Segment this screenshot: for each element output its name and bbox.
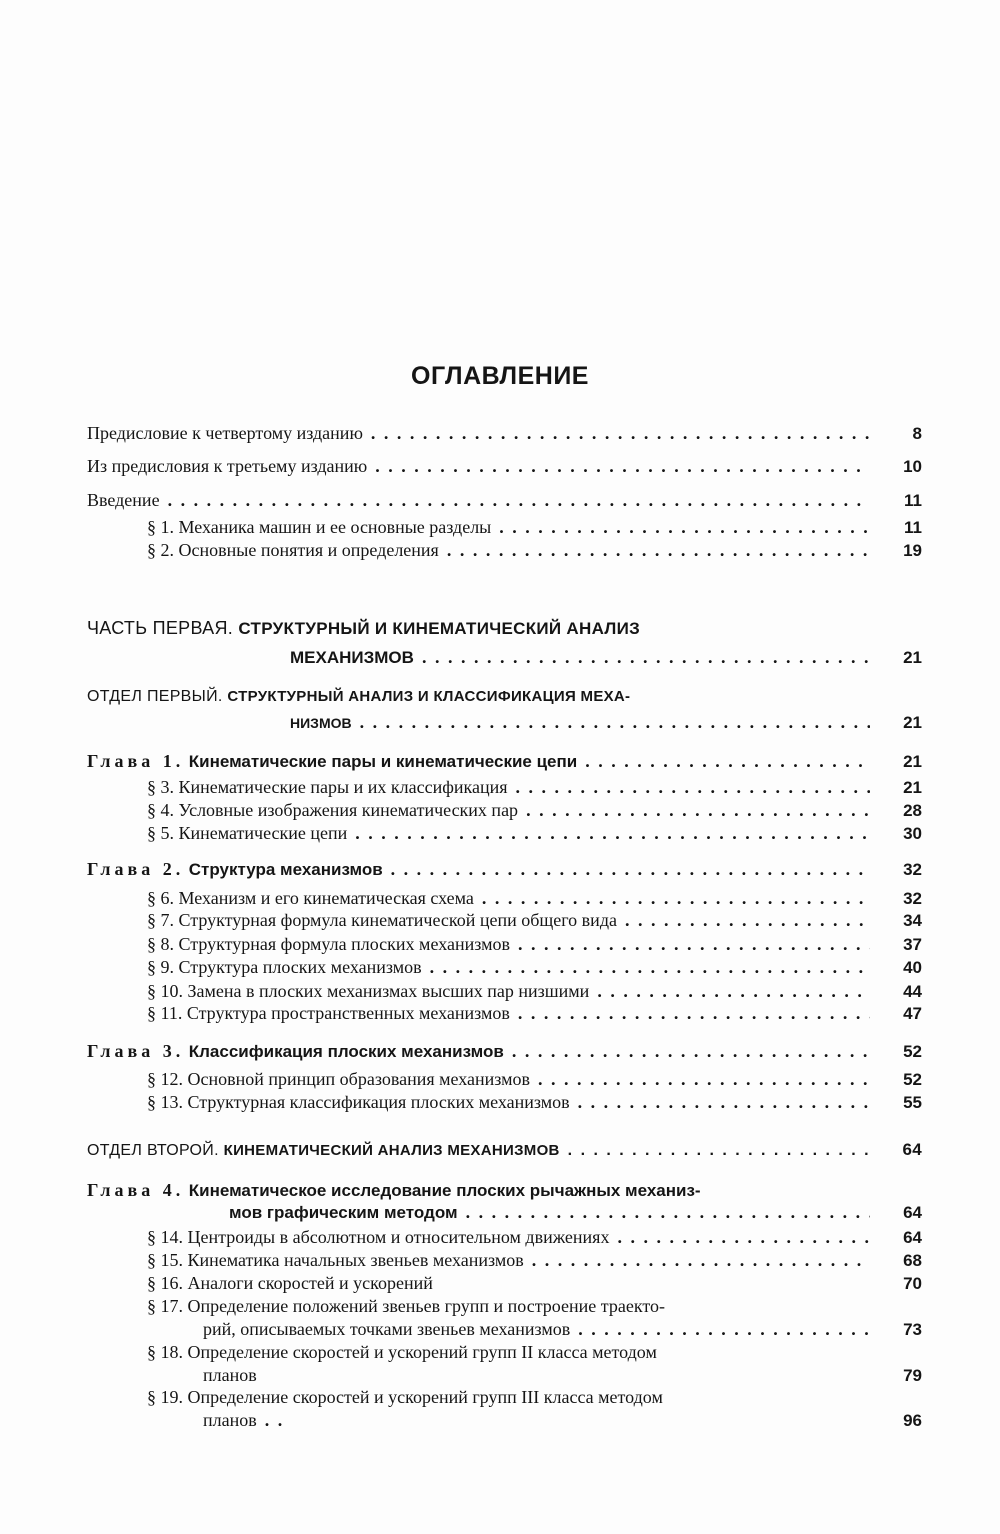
page-number: 55: [903, 1093, 922, 1112]
entry-label: § 12. Основной принцип образования механизмов: [147, 1069, 531, 1089]
dot-leader: [375, 455, 870, 477]
chapter-prefix: Глава 1.: [87, 751, 185, 771]
dot-leader: [585, 750, 870, 772]
dot-leader: [391, 858, 870, 880]
entry-label: Структура механизмов: [188, 860, 383, 879]
dot-leader: [568, 1140, 870, 1162]
dot-leader: [422, 646, 870, 668]
section-heading: [87, 686, 922, 708]
chapter-entry: [87, 858, 922, 881]
entry-label-cont: мов графическим методом: [229, 1203, 458, 1222]
dot-leader: [168, 489, 870, 511]
page-number: 64: [903, 1203, 922, 1222]
toc-entry: [147, 1341, 922, 1363]
toc-entry: [147, 822, 922, 845]
dot-leader: [538, 1068, 870, 1090]
entry-label: Классификация плоских механизмов: [188, 1042, 504, 1061]
dot-leader: [578, 1091, 870, 1113]
page-number: 32: [903, 860, 922, 879]
toc-entry: [147, 1295, 922, 1317]
page-number: 21: [903, 752, 922, 771]
page-number: 34: [903, 911, 922, 930]
entry-label: § 6. Механизм и его кинематическая схема: [147, 888, 474, 908]
page-number: 52: [903, 1042, 922, 1061]
toc-entry: [203, 1364, 922, 1387]
dot-leader: [617, 1226, 870, 1248]
dot-leader: [532, 1249, 870, 1271]
dot-leader: [518, 1002, 870, 1024]
dot-leader: [360, 711, 870, 733]
dot-leader: [499, 516, 870, 538]
toc-entry: [87, 489, 922, 512]
chapter-entry: [87, 1040, 922, 1063]
page-number: 19: [903, 541, 922, 560]
entry-label: Кинематическое исследование плоских рычажных механиз-: [188, 1181, 701, 1200]
page-number: 21: [903, 648, 922, 667]
toc-entry: [203, 1318, 922, 1341]
entry-label: Введение: [87, 490, 160, 510]
toc-entry: [147, 776, 922, 799]
section-prefix: ОТДЕЛ ВТОРОЙ.: [87, 1142, 219, 1159]
toc-entry: [147, 1068, 922, 1091]
page-number: 10: [903, 457, 922, 476]
dot-leader: [625, 909, 870, 931]
page-number: 47: [903, 1004, 922, 1023]
toc-entry: [147, 1002, 922, 1025]
toc-entry: [147, 1272, 922, 1295]
entry-label: § 3. Кинематические пары и их классификация: [147, 777, 508, 797]
entry-label: Предисловие к четвертому изданию: [87, 423, 363, 443]
dot-leader: [447, 539, 870, 561]
dot-leader: [578, 1318, 870, 1340]
toc-entry: [147, 909, 922, 932]
toc-entry: [147, 1226, 922, 1249]
chapter-entry: [87, 750, 922, 773]
page-number: 68: [903, 1251, 922, 1270]
chapter-prefix: Глава 3.: [87, 1041, 185, 1061]
entry-label: § 5. Кинематические цепи: [147, 823, 348, 843]
toc-entry: [87, 422, 922, 445]
dot-leader: [430, 956, 870, 978]
section-prefix: ОТДЕЛ ПЕРВЫЙ.: [87, 688, 223, 705]
page-number: 30: [903, 824, 922, 843]
chapter-entry: [87, 1179, 922, 1202]
entry-label: § 4. Условные изображения кинематических пар: [147, 800, 519, 820]
entry-label: § 15. Кинематика начальных звеньев механизмов: [147, 1250, 524, 1270]
page-number: 73: [903, 1320, 922, 1339]
entry-label: § 14. Центроиды в абсолютном и относительном движениях: [147, 1227, 610, 1247]
entry-label: СТРУКТУРНЫЙ И КИНЕМАТИЧЕСКИЙ АНАЛИЗ: [238, 619, 641, 638]
entry-label: § 8. Структурная формула плоских механизмов: [147, 934, 510, 954]
toc-entry: [147, 1249, 922, 1272]
entry-label: § 13. Структурная классификация плоских механизмов: [147, 1092, 570, 1112]
toc-entry: [290, 646, 922, 669]
page-number: 44: [903, 982, 922, 1001]
entry-label-cont: рий, описываемых точками звеньев механизмов: [203, 1319, 571, 1339]
entry-label: § 17. Определение положений звеньев групп и построение траекто-: [147, 1296, 665, 1316]
toc-entry: [290, 711, 922, 734]
dot-leader: [518, 933, 870, 955]
chapter-prefix: Глава 4.: [87, 1180, 185, 1200]
part-heading: [87, 617, 922, 640]
dot-leader: [516, 776, 870, 798]
entry-label: § 2. Основные понятия и определения: [147, 540, 439, 560]
toc-entry: [229, 1201, 922, 1224]
page-number: 11: [904, 518, 922, 537]
entry-label: § 18. Определение скоростей и ускорений групп II класса методом: [147, 1342, 657, 1362]
dot-leader: [265, 1409, 285, 1431]
page-number: 52: [903, 1070, 922, 1089]
page-number: 64: [902, 1140, 922, 1159]
page-number: 70: [903, 1274, 922, 1293]
entry-label: § 1. Механика машин и ее основные разделы: [147, 517, 492, 537]
toc-entry: [147, 887, 922, 910]
dot-leader: [482, 887, 870, 909]
toc-entry: [203, 1409, 922, 1432]
entry-label-cont: планов: [203, 1365, 257, 1385]
toc-entry: [147, 1091, 922, 1114]
entry-label-cont: МЕХАНИЗМОВ: [290, 648, 414, 667]
toc-entry: [147, 799, 922, 822]
dot-leader: [355, 822, 870, 844]
entry-label-cont: НИЗМОВ: [290, 715, 352, 731]
entry-label: СТРУКТУРНЫЙ АНАЛИЗ И КЛАССИФИКАЦИЯ МЕХА-: [227, 688, 631, 705]
dot-leader: [371, 422, 870, 444]
chapter-prefix: Глава 2.: [87, 859, 185, 879]
dot-leader: [526, 799, 870, 821]
entry-label: § 16. Аналоги скоростей и ускорений: [147, 1273, 433, 1293]
entry-label: § 9. Структура плоских механизмов: [147, 957, 422, 977]
entry-label: § 7. Структурная формула кинематической цепи общего вида: [147, 910, 617, 930]
toc-entry: [147, 516, 922, 539]
page-number: 21: [903, 713, 922, 732]
toc-entry: [147, 933, 922, 956]
part-prefix: ЧАСТЬ ПЕРВАЯ.: [87, 618, 234, 638]
page-number: 8: [912, 424, 922, 443]
page-number: 79: [903, 1366, 922, 1385]
page-number: 37: [903, 935, 922, 954]
entry-label: КИНЕМАТИЧЕСКИЙ АНАЛИЗ МЕХАНИЗМОВ: [223, 1142, 560, 1159]
entry-label: § 11. Структура пространственных механизмов: [147, 1003, 510, 1023]
dot-leader: [512, 1040, 870, 1062]
entry-label: Из предисловия к третьему изданию: [87, 456, 368, 476]
toc-entry: [147, 980, 922, 1003]
entry-label: § 10. Замена в плоских механизмах высших пар низшими: [147, 981, 590, 1001]
dot-leader: [466, 1201, 870, 1223]
page-number: 40: [903, 958, 922, 977]
page-title: ОГЛАВЛЕНИЕ: [411, 362, 589, 390]
toc-entry: [147, 956, 922, 979]
entry-label-cont: планов: [203, 1410, 257, 1430]
page-number: 21: [903, 778, 922, 797]
page-number: 32: [903, 889, 922, 908]
dot-leader: [597, 980, 870, 1002]
page-number: 64: [903, 1228, 922, 1247]
toc-entry: [87, 455, 922, 478]
page-number: 28: [903, 801, 922, 820]
page-number: 96: [903, 1411, 922, 1430]
toc-entry: [147, 539, 922, 562]
entry-label: § 19. Определение скоростей и ускорений групп III класса методом: [147, 1387, 663, 1407]
section-heading: [87, 1139, 922, 1162]
toc-entry: [147, 1386, 922, 1408]
entry-label: Кинематические пары и кинематические цепи: [188, 752, 578, 771]
page-number: 11: [904, 491, 922, 510]
